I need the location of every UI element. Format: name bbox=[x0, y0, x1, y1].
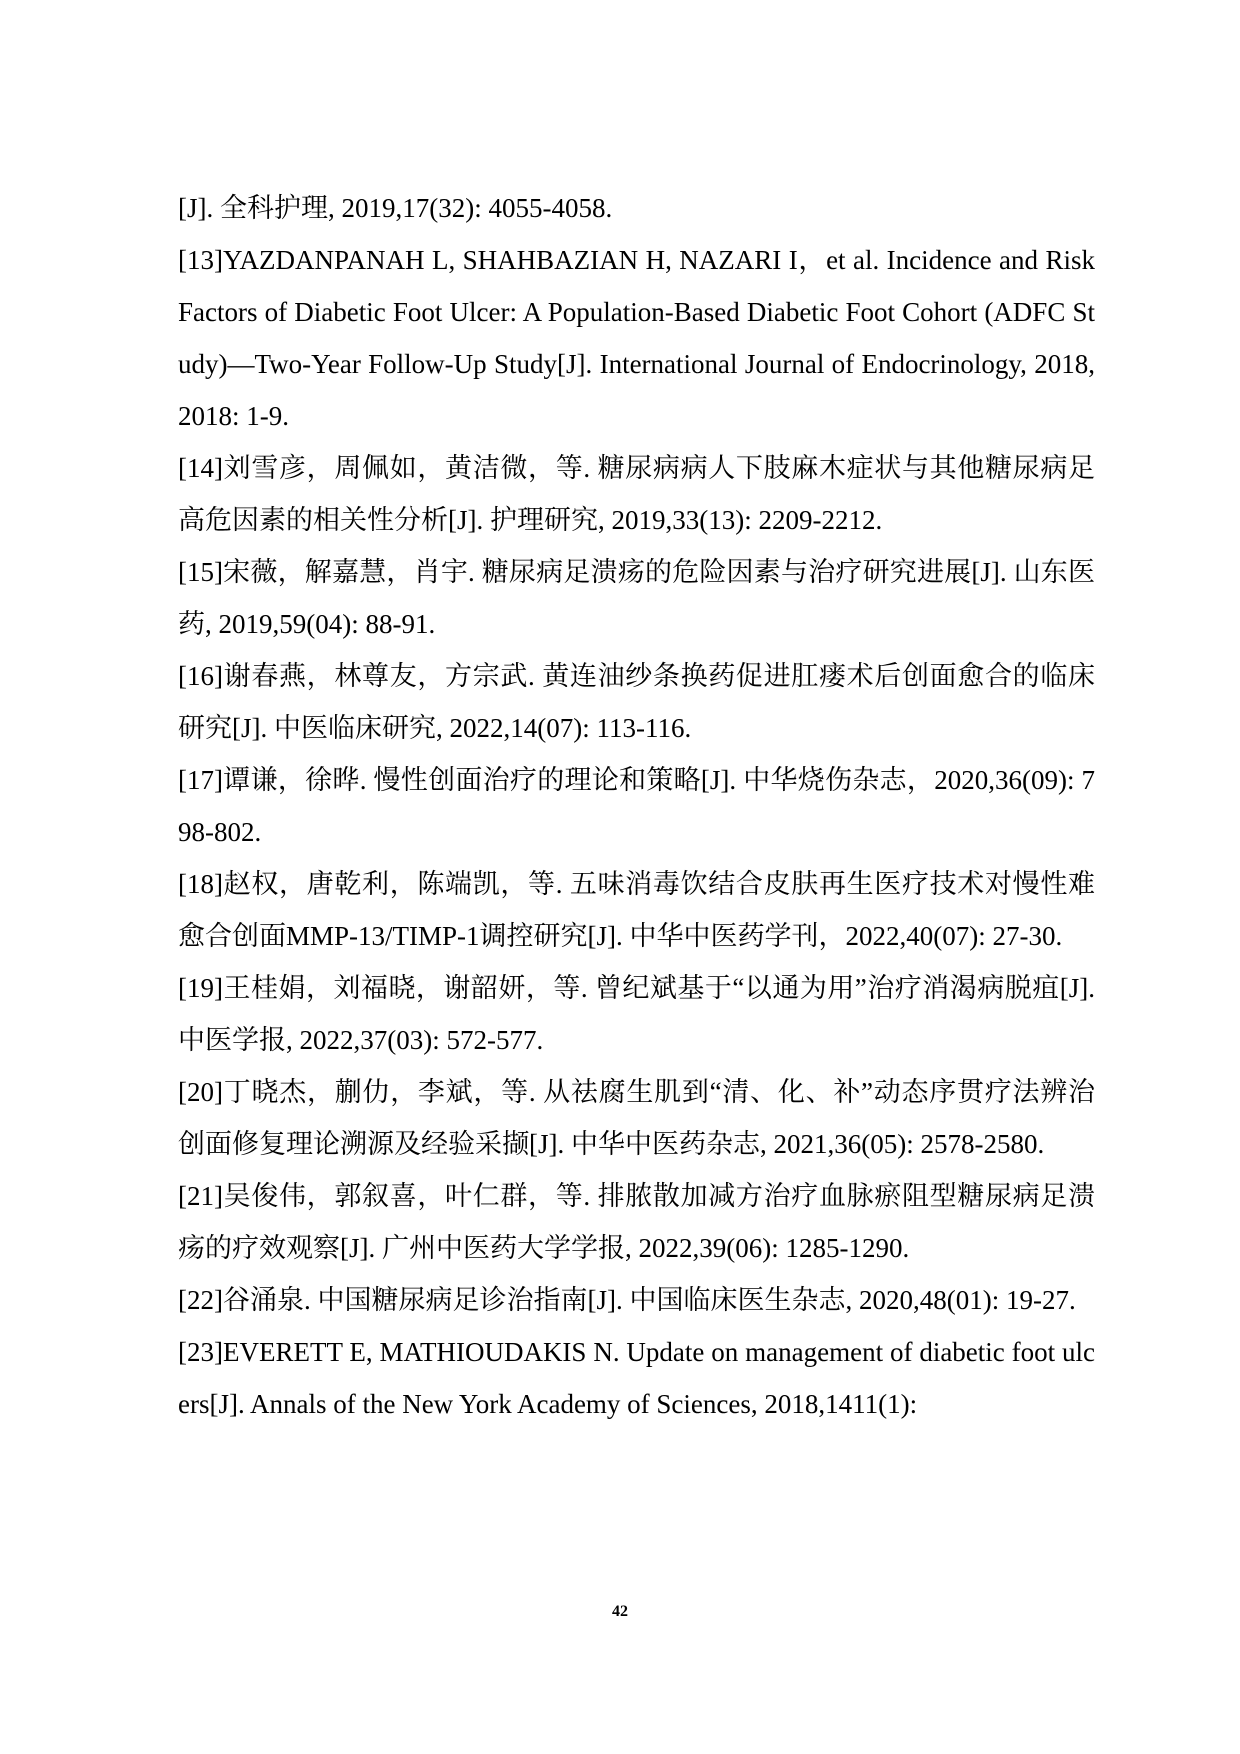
reference-entry-21: [21]吴俊伟，郭叙喜，叶仁群，等. 排脓散加减方治疗血脉瘀阻型糖尿病足溃疡的疗效观察[J]. 广州中医药大学学报, 2022,39(06): 1285-1290. bbox=[178, 1181, 1095, 1263]
reference-entry-17: [17]谭谦，徐晔. 慢性创面治疗的理论和策略[J]. 中华烧伤杂志，2020,36(09): 798-802. bbox=[178, 765, 1095, 847]
reference-entry-15: [15]宋薇，解嘉慧，肖宇. 糖尿病足溃疡的危险因素与治疗研究进展[J]. 山东医药, 2019,59(04): 88-91. bbox=[178, 557, 1095, 639]
reference-entry-20: [20]丁晓杰，蒯仂，李斌，等. 从祛腐生肌到“清、化、补”动态序贯疗法辨治创面修复理论溯源及经验采撷[J]. 中华中医药杂志, 2021,36(05): 2578-2580. bbox=[178, 1077, 1095, 1159]
reference-entry-14: [14]刘雪彦，周佩如，黄洁微，等. 糖尿病病人下肢麻木症状与其他糖尿病足高危因素的相关性分析[J]. 护理研究, 2019,33(13): 2209-2212. bbox=[178, 453, 1095, 535]
reference-entry-12-cont: [J]. 全科护理, 2019,17(32): 4055-4058. bbox=[178, 193, 613, 223]
page-number: 42 bbox=[612, 1603, 628, 1620]
reference-entry-18: [18]赵权，唐乾利，陈端凯，等. 五味消毒饮结合皮肤再生医疗技术对慢性难愈合创面MMP-13/TIMP-1调控研究[J]. 中华中医药学刊，2022,40(07): 27-30. bbox=[178, 869, 1095, 951]
reference-entry-23: [23]EVERETT E, MATHIOUDAKIS N. Update on management of diabetic foot ulcers[J]. Annals of the New York Academy of Sciences, 2018,1411(1): bbox=[178, 1337, 1095, 1419]
reference-entry-22: [22]谷涌泉. 中国糖尿病足诊治指南[J]. 中国临床医生杂志, 2020,48(01): 19-27. bbox=[178, 1285, 1076, 1315]
reference-entry-19: [19]王桂娟，刘福晓，谢韶妍，等. 曾纪斌基于“以通为用”治疗消渴病脱疽[J]. 中医学报, 2022,37(03): 572-577. bbox=[178, 973, 1095, 1055]
reference-list bbox=[178, 182, 1095, 1430]
reference-entry-13: [13]YAZDANPANAH L, SHAHBAZIAN H, NAZARI I，et al. Incidence and Risk Factors of Diabetic Foot Ulcer: A Population-Based Diabetic Foot Cohort (ADFC Study)—Two-Year Follow-Up Study[J]. International Journal of Endocrinology, 2018,2018: 1-9. bbox=[178, 245, 1095, 431]
reference-entry-16: [16]谢春燕，林尊友，方宗武. 黄连油纱条换药促进肛瘘术后创面愈合的临床研究[J]. 中医临床研究, 2022,14(07): 113-116. bbox=[178, 661, 1095, 743]
